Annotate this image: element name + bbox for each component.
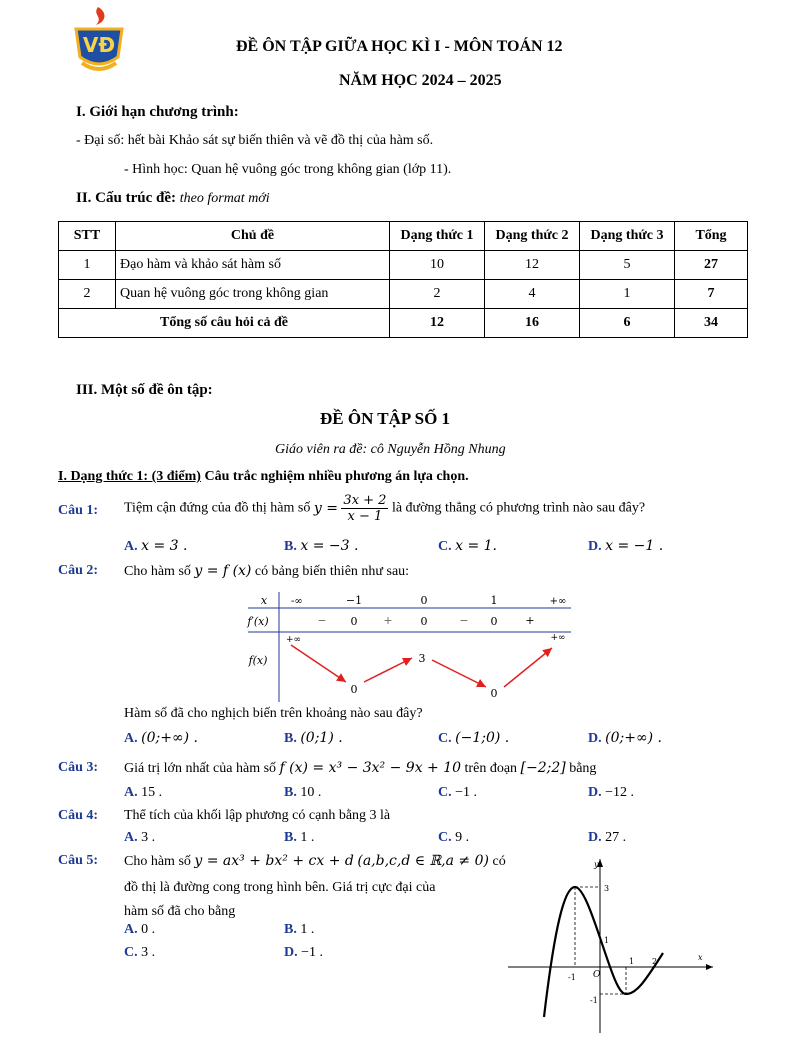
table-header: Dạng thức 3 [580,222,675,251]
q1-option-c[interactable]: C. x = 1. [438,538,498,554]
vt-x-value: −1 [345,594,363,607]
q3-stem: Giá trị lớn nhất của hàm số f (x) = x³ − 3x² − 9x + 10 trên đoạn [−2;2] bằng [124,760,597,776]
cubic-curve [544,887,663,1017]
q1-numerator: 3x + 2 [343,493,387,508]
q2-option-d[interactable]: D. (0;+∞) . [588,730,662,746]
vt-x-value: -∞ [291,596,303,607]
vt-arrow [504,648,552,687]
q1-option-d[interactable]: D. x = −1 . [588,538,664,554]
vt-top-value: +∞ [550,633,566,643]
q1-text-end: là đường thẳng có phương trình nào sau đây? [391,500,646,516]
table-header-row [59,222,748,251]
vt-top-value: +∞ [286,635,302,645]
section2-title: II. Cấu trúc đề: [76,190,176,206]
q2-question: Hàm số đã cho nghịch biến trên khoảng nào sau đây? [124,706,423,721]
graph-y1: 1 [604,936,610,945]
q1-option-b[interactable]: B. x = −3 . [284,538,359,554]
table-cell: 27 [675,251,748,280]
section3-heading: III. Một số đề ôn tập: [76,382,213,398]
vt-sign: 0 [490,615,498,628]
table-cell: 2 [390,280,485,309]
exam-teacher: Giáo viên ra đề: cô Nguyễn Hồng Nhung [275,442,506,457]
table-cell: 7 [675,280,748,309]
table-header: STT [59,222,116,251]
structure-table [58,221,748,338]
q2-label: Câu 2: [58,563,99,578]
table-cell: 4 [485,280,580,309]
table-cell: 2 [59,280,116,309]
q2-stem: Cho hàm số y = f (x) có bảng biến thiên như sau: [124,563,410,579]
vt-x-value: 0 [420,594,428,607]
q1-stem [124,493,645,524]
q2-option-c[interactable]: C. (−1;0) . [438,730,510,746]
q4-option-c[interactable]: C. 9 . [438,830,470,845]
q5-option-b[interactable]: B. 1 . [284,922,315,937]
table-header: Dạng thức 1 [390,222,485,251]
table-row [59,280,748,309]
q1-label: Câu 1: [58,503,99,518]
graph-y3: 3 [604,884,610,893]
vt-f-label: f(x) [248,654,268,667]
vt-sign: − [317,614,327,627]
x-axis-label: x [698,953,703,962]
section2-note: theo format mới [179,191,270,206]
table-cell: Đạo hàm và khảo sát hàm số [116,251,390,280]
table-cell: Quan hệ vuông góc trong không gian [116,280,390,309]
vt-arrow [364,658,412,682]
part1-underlined: I. Dạng thức 1: (3 điểm) [58,469,201,484]
table-cell: 1 [580,280,675,309]
table-cell: 1 [59,251,116,280]
table-header: Dạng thức 2 [485,222,580,251]
vt-fp-label: f′(x) [247,615,269,628]
page-title: ĐỀ ÔN TẬP GIỮA HỌC KÌ I - MÔN TOÁN 12 [236,38,563,55]
q5-option-d[interactable]: D. −1 . [284,945,324,960]
section1-line1: - Đại số: hết bài Khảo sát sự biến thiên và vẽ đồ thị của hàm số. [76,133,434,148]
q5-option-c[interactable]: C. 3 . [124,945,156,960]
school-year: NĂM HỌC 2024 – 2025 [339,72,502,89]
vt-x-value: +∞ [549,596,567,607]
vt-sign: − [459,614,469,627]
q1-y: y = [313,500,338,517]
q2-option-b[interactable]: B. (0;1) . [284,730,343,746]
origin-label: O [593,970,601,980]
logo-text: VĐ [82,33,116,57]
table-cell: 10 [390,251,485,280]
q4-stem: Thể tích của khối lập phương có cạnh bằng 3 là [124,808,391,823]
q5-line3: hàm số đã cho bằng [124,904,236,919]
table-total-row [59,309,748,338]
vt-bottom-value: 0 [490,687,498,700]
q3-label: Câu 3: [58,760,99,775]
q1-text: Tiệm cận đứng của đồ thị hàm số [124,500,311,516]
vt-sign: 0 [420,615,428,628]
q1-denominator: x − 1 [347,509,383,524]
vt-x-label: x [260,594,268,607]
q5-option-a[interactable]: A. 0 . [124,922,156,937]
q4-label: Câu 4: [58,808,99,823]
vt-sign: + [525,614,535,627]
q5-stem: Cho hàm số y = ax³ + bx² + cx + d (a,b,c,d ∈ ℝ,a ≠ 0) có [124,853,506,869]
y-axis-label: y [594,860,599,869]
q3-option-a[interactable]: A. 15 . [124,785,163,800]
graph-x2: 2 [652,957,658,966]
table-header: Chủ đề [116,222,390,251]
school-logo [68,5,130,75]
cubic-graph [508,855,723,1035]
section1-heading: I. Giới hạn chương trình: [76,104,239,120]
vt-x-value: 1 [490,594,498,607]
variation-table [236,590,576,705]
table-cell: Tổng số câu hỏi cả đề [59,309,390,338]
q5-line2: đồ thị là đường cong trong hình bên. Giá trị cực đại của [124,880,436,895]
graph-xm1: -1 [568,973,576,982]
table-header: Tổng [675,222,748,251]
q5-label: Câu 5: [58,853,99,868]
part1-rest: Câu trắc nghiệm nhiều phương án lựa chọn. [204,469,469,484]
graph-x1: 1 [629,957,635,966]
table-cell: 16 [485,309,580,338]
vt-arrow [291,645,346,682]
vt-arrow [432,660,486,687]
vt-top-value: 3 [418,652,426,665]
table-row [59,251,748,280]
q3-option-c[interactable]: C. −1 . [438,785,478,800]
table-cell: 6 [580,309,675,338]
q4-option-d[interactable]: D. 27 . [588,830,627,845]
vt-bottom-value: 0 [350,683,358,696]
table-cell: 12 [390,309,485,338]
vt-sign: 0 [350,615,358,628]
q3-option-d[interactable]: D. −12 . [588,785,635,800]
section1-line2: - Hình học: Quan hệ vuông góc trong không gian (lớp 11). [124,162,452,177]
graph-ym1: -1 [590,996,598,1005]
school-logo-icon [68,5,130,75]
section2-heading [76,190,270,207]
table-cell: 5 [580,251,675,280]
part1-heading [58,469,469,485]
q3-option-b[interactable]: B. 10 . [284,785,322,800]
exam-title: ĐỀ ÔN TẬP SỐ 1 [320,409,451,428]
table-cell: 34 [675,309,748,338]
table-cell: 12 [485,251,580,280]
vt-sign: + [383,614,393,627]
q2-option-a[interactable]: A. (0;+∞) . [124,730,198,746]
q1-option-a[interactable]: A. x = 3 . [124,538,188,554]
q1-fraction [341,493,388,524]
q4-option-a[interactable]: A. 3 . [124,830,156,845]
q4-option-b[interactable]: B. 1 . [284,830,315,845]
